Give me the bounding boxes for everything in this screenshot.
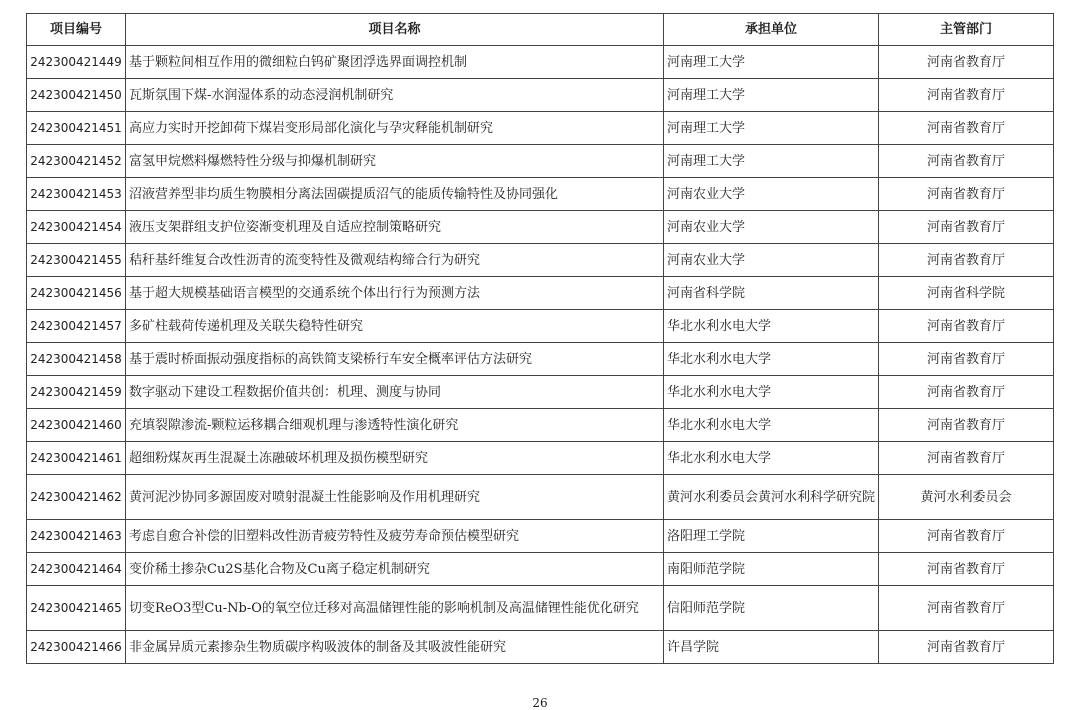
header-project-id: 项目编号 xyxy=(27,14,126,46)
unit-cell: 黄河水利委员会黄河水利科学研究院 xyxy=(664,475,879,520)
table-row xyxy=(27,112,1054,145)
project-name-cell: 变价稀土掺杂Cu2S基化合物及Cu离子稳定机制研究 xyxy=(126,553,664,586)
project-id-cell: 242300421457 xyxy=(27,310,126,343)
department-cell: 河南省教育厅 xyxy=(879,631,1054,664)
project-id-cell: 242300421453 xyxy=(27,178,126,211)
project-name-cell: 秸秆基纤维复合改性沥青的流变特性及微观结构缔合行为研究 xyxy=(126,244,664,277)
department-cell: 河南省教育厅 xyxy=(879,211,1054,244)
table-row xyxy=(27,79,1054,112)
project-name-cell: 非金属异质元素掺杂生物质碳序构吸波体的制备及其吸波性能研究 xyxy=(126,631,664,664)
project-name-cell: 考虑自愈合补偿的旧塑料改性沥青疲劳特性及疲劳寿命预估模型研究 xyxy=(126,520,664,553)
project-id-cell: 242300421458 xyxy=(27,343,126,376)
department-cell: 河南省教育厅 xyxy=(879,520,1054,553)
table-body xyxy=(27,46,1054,664)
unit-cell: 河南理工大学 xyxy=(664,79,879,112)
header-row xyxy=(27,14,1054,46)
project-id-cell: 242300421450 xyxy=(27,79,126,112)
table-row xyxy=(27,475,1054,520)
header-project-name: 项目名称 xyxy=(126,14,664,46)
unit-cell: 华北水利水电大学 xyxy=(664,343,879,376)
project-id-cell: 242300421463 xyxy=(27,520,126,553)
unit-cell: 信阳师范学院 xyxy=(664,586,879,631)
department-cell: 河南省教育厅 xyxy=(879,310,1054,343)
project-name-cell: 数字驱动下建设工程数据价值共创：机理、测度与协同 xyxy=(126,376,664,409)
project-name-cell: 瓦斯氛围下煤-水润湿体系的动态浸润机制研究 xyxy=(126,79,664,112)
table-row xyxy=(27,553,1054,586)
table-row xyxy=(27,520,1054,553)
unit-cell: 河南农业大学 xyxy=(664,178,879,211)
department-cell: 河南省教育厅 xyxy=(879,409,1054,442)
project-id-cell: 242300421449 xyxy=(27,46,126,79)
project-id-cell: 242300421465 xyxy=(27,586,126,631)
project-name-cell: 切变ReO3型Cu-Nb-O的氧空位迁移对高温储锂性能的影响机制及高温储锂性能优化研究 xyxy=(126,586,664,631)
project-id-cell: 242300421451 xyxy=(27,112,126,145)
project-name-cell: 基于超大规模基础语言模型的交通系统个体出行行为预测方法 xyxy=(126,277,664,310)
department-cell: 河南省教育厅 xyxy=(879,343,1054,376)
unit-cell: 华北水利水电大学 xyxy=(664,442,879,475)
project-id-cell: 242300421460 xyxy=(27,409,126,442)
department-cell: 河南省教育厅 xyxy=(879,244,1054,277)
department-cell: 河南省教育厅 xyxy=(879,376,1054,409)
table-row xyxy=(27,277,1054,310)
department-cell: 河南省教育厅 xyxy=(879,112,1054,145)
unit-cell: 华北水利水电大学 xyxy=(664,310,879,343)
project-id-cell: 242300421459 xyxy=(27,376,126,409)
project-id-cell: 242300421461 xyxy=(27,442,126,475)
project-id-cell: 242300421466 xyxy=(27,631,126,664)
table-row xyxy=(27,409,1054,442)
table-row xyxy=(27,376,1054,409)
project-name-cell: 基于震时桥面振动强度指标的高铁简支梁桥行车安全概率评估方法研究 xyxy=(126,343,664,376)
unit-cell: 河南农业大学 xyxy=(664,244,879,277)
project-id-cell: 242300421456 xyxy=(27,277,126,310)
unit-cell: 洛阳理工学院 xyxy=(664,520,879,553)
department-cell: 河南省教育厅 xyxy=(879,79,1054,112)
unit-cell: 河南农业大学 xyxy=(664,211,879,244)
unit-cell: 河南理工大学 xyxy=(664,112,879,145)
department-cell: 河南省教育厅 xyxy=(879,553,1054,586)
project-name-cell: 基于颗粒间相互作用的微细粒白钨矿聚团浮选界面调控机制 xyxy=(126,46,664,79)
table-row xyxy=(27,178,1054,211)
project-name-cell: 富氢甲烷燃料爆燃特性分级与抑爆机制研究 xyxy=(126,145,664,178)
project-name-cell: 多矿柱载荷传递机理及关联失稳特性研究 xyxy=(126,310,664,343)
project-name-cell: 充填裂隙渗流-颗粒运移耦合细观机理与渗透特性演化研究 xyxy=(126,409,664,442)
table-row xyxy=(27,442,1054,475)
project-id-cell: 242300421464 xyxy=(27,553,126,586)
project-id-cell: 242300421462 xyxy=(27,475,126,520)
table-row xyxy=(27,310,1054,343)
department-cell: 河南省教育厅 xyxy=(879,442,1054,475)
project-name-cell: 沼液营养型非均质生物膜相分离法固碳提质沼气的能质传输特性及协同强化 xyxy=(126,178,664,211)
unit-cell: 华北水利水电大学 xyxy=(664,409,879,442)
table-row xyxy=(27,631,1054,664)
project-table xyxy=(26,13,1054,664)
unit-cell: 华北水利水电大学 xyxy=(664,376,879,409)
department-cell: 黄河水利委员会 xyxy=(879,475,1054,520)
header-unit: 承担单位 xyxy=(664,14,879,46)
department-cell: 河南省教育厅 xyxy=(879,46,1054,79)
table-row xyxy=(27,211,1054,244)
unit-cell: 许昌学院 xyxy=(664,631,879,664)
project-name-cell: 超细粉煤灰再生混凝土冻融破坏机理及损伤模型研究 xyxy=(126,442,664,475)
department-cell: 河南省教育厅 xyxy=(879,145,1054,178)
department-cell: 河南省教育厅 xyxy=(879,178,1054,211)
department-cell: 河南省教育厅 xyxy=(879,586,1054,631)
unit-cell: 河南理工大学 xyxy=(664,145,879,178)
project-id-cell: 242300421452 xyxy=(27,145,126,178)
department-cell: 河南省科学院 xyxy=(879,277,1054,310)
table-row xyxy=(27,343,1054,376)
unit-cell: 河南省科学院 xyxy=(664,277,879,310)
unit-cell: 南阳师范学院 xyxy=(664,553,879,586)
table-row xyxy=(27,145,1054,178)
project-name-cell: 黄河泥沙协同多源固废对喷射混凝土性能影响及作用机理研究 xyxy=(126,475,664,520)
table-row xyxy=(27,244,1054,277)
page-number: 26 xyxy=(532,696,548,710)
header-department: 主管部门 xyxy=(879,14,1054,46)
unit-cell: 河南理工大学 xyxy=(664,46,879,79)
table-row xyxy=(27,586,1054,631)
project-id-cell: 242300421454 xyxy=(27,211,126,244)
project-name-cell: 液压支架群组支护位姿渐变机理及自适应控制策略研究 xyxy=(126,211,664,244)
project-id-cell: 242300421455 xyxy=(27,244,126,277)
table-row xyxy=(27,46,1054,79)
project-name-cell: 高应力实时开挖卸荷下煤岩变形局部化演化与孕灾释能机制研究 xyxy=(126,112,664,145)
